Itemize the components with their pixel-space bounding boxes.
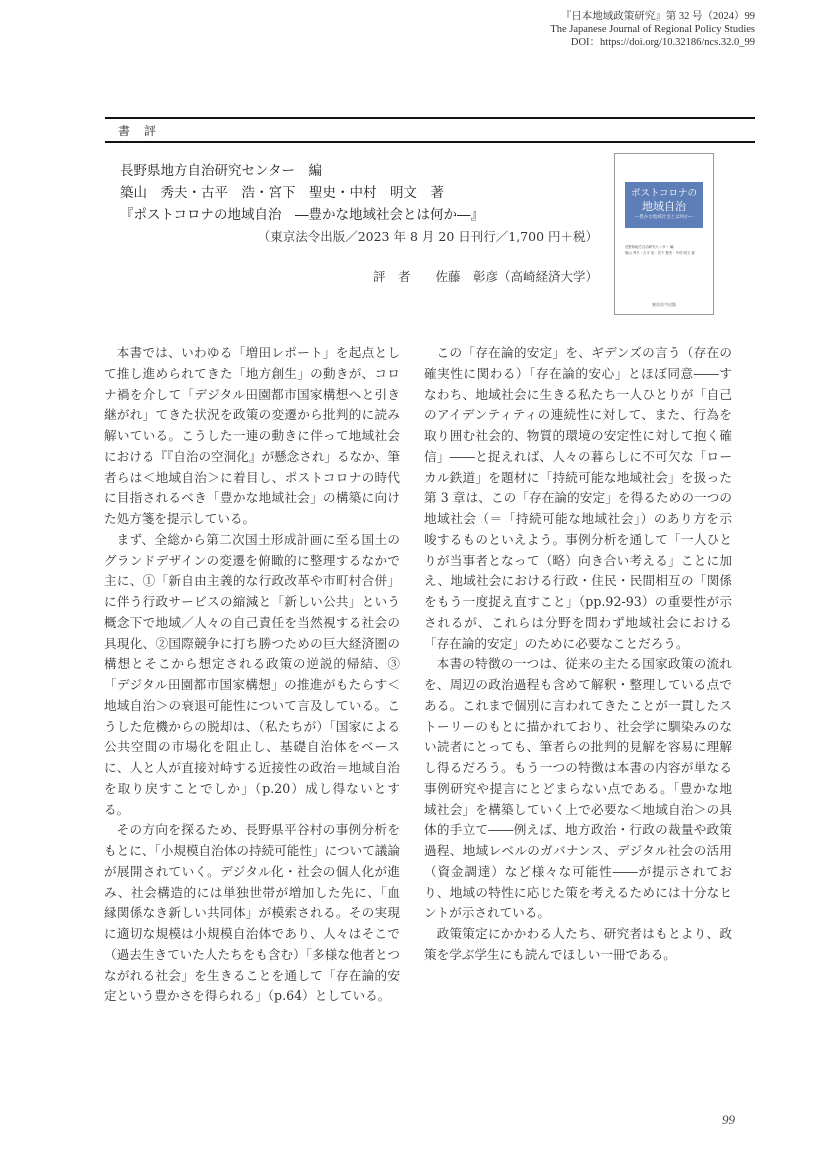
paragraph: まず、全総から第二次国土形成計画に至る国土のグランドデザインの変遷を俯瞰的に整理するなかで主に、①「新自由主義的な行政改革や市町村合併」に伴う行政サービスの縮減と「新しい公共」という概念下で地域／人々の自己責任を当然視する社会の具現化、②国際競争に打ち勝つための巨大経済圏の構想とそこから想定される政策の逆説的帰結、③「デジタル田園都市国家構想」の推進がもたらす＜地域自治＞の衰退可能性について言及している。こうした危機からの脱却は、（私たちが）「国家による公共空間の市場化を阻止し、基礎自治体をベースに、人と人が直接対峙する近接性の政治＝地域自治を取り戻すことでしか」（p.20）成し得ないとする。 [104,531,400,817]
paragraph: この「存在論的安定」を、ギデンズの言う（存在の確実性に関わる）「存在論的安心」とほぼ同意――すなわち、地域社会に生きる私たち一人ひとりが「自己のアイデンティティの連続性に対して、また、行為を取り囲む社会的、物質的環境の安定性に対して抱く確信」――と捉えれば、人々の暮らしに不可欠な「ローカル鉄道」を題材に「持続可能な地域社会」を扱った第 3 章は、この「存在論的安定」を得るための一つの地域社会（＝「持続可能な地域社会」）のあり方を示唆するものといえよう。事例分析を通して「一人ひとりが当事者となって（略）向き合い考える」ことに加え、地域社会における行政・住民・民間相互の「関係をもう一度捉え直すこと」（pp.92-93）の重要性が示されるが、これらは分野を問わず地域社会における「存在論的安定」のために必要なことだろう。 [424,345,732,651]
cover-subtitle: ―豊かな地域社会とは何か― [634,215,694,220]
reviewer: 評 者 佐藤 彰彦（高崎経済大学） [372,269,598,284]
journal-header [550,10,755,49]
book-info [120,160,598,288]
book-cover-image [614,153,714,315]
section-rule-top [105,117,755,119]
journal-title-jp: 『日本地域政策研究』第 32 号（2024）99 [560,11,755,22]
paragraph: 政策策定にかかわる人たち、研究者はもとより、政策を学ぶ学生にも読んでほしい一冊である。 [424,926,732,962]
book-editor: 長野県地方自治研究センター 編 [120,163,322,179]
body-column-left [104,343,400,1007]
page-number: 99 [722,1112,735,1127]
body-column-right [424,343,732,966]
journal-title-en: The Japanese Journal of Regional Policy Studies [550,24,755,35]
section-rule-bottom [105,141,755,143]
cover-editor: 長野県地方自治研究センター 編 [625,245,674,249]
paragraph: 本書では、いわゆる「増田レポート」を起点として推し進められてきた「地方創生」の動きが、コロナ禍を介して「デジタル田園都市国家構想へと引き継がれ」てきた状況を政策の変遷から批判的に読み解いている。こうした一連の動きに伴って地域社会における『『自治の空洞化』が懸念され」るなか、筆者らは＜地域自治＞に着目し、ポストコロナの時代に目指されるべき「豊かな地域社会」の構築に向けた処方箋を提示している。 [104,345,400,526]
cover-author-names: 築山 秀夫・古平 浩・宮下 聖史・中村 明文 著 [625,251,695,255]
book-authors: 築山 秀夫・古平 浩・宮下 聖史・中村 明文 著 [120,185,444,201]
book-title: 『ポストコロナの地域自治 ―豊かな地域社会とは何か―』 [120,207,484,223]
section-label: 書評 [118,124,171,138]
cover-title-1: ポストコロナの [630,188,698,199]
book-publication: （東京法令出版／2023 年 8 月 20 日刊行／1,700 円＋税） [257,229,598,244]
cover-authors [625,244,705,256]
cover-title-band [625,182,703,228]
paragraph: その方向を探るため、長野県平谷村の事例分析をもとに、「小規模自治体の持続可能性」について議論が展開されていく。デジタル化・社会の個人化が進み、社会構造的には単独世帯が増加した先に、「血縁関係なき新しい共同体」が模索される。その実現に適切な規模は小規模自治体であり、人々はそこで（過去生きていた人たちをも含む）「多様な他者とつながれる社会」を生きることを通して「存在論的安定という豊かさを得られる」（p.64）としている。 [104,822,400,1004]
cover-title-2: 地域自治 [642,200,686,213]
cover-publisher: 東京法令出版 [652,302,676,307]
doi-link[interactable]: DOI：https://doi.org/10.32186/ncs.32.0_99 [570,37,755,48]
paragraph: 本書の特徴の一つは、従来の主たる国家政策の流れを、周辺の政治過程も含めて解釈・整理している点である。これまで個別に言われてきたことが一貫したストーリーのもとに描かれており、社会学に馴染みのない読者にとっても、筆者らの批判的見解を容易に理解し得るだろう。もう一つの特徴は本書の内容が単なる事例研究や提言にとどまらない点である。「豊かな地域社会」を構築していく上で必要な＜地域自治＞の具体的手立て――例えば、地方政治・行政の裁量や政策過程、地域レベルのガバナンス、デジタル社会の活用（資金調達）など様々な可能性――が提示されており、地域の特性に応じた策を考えるためには十分なヒントが示されている。 [424,656,732,921]
